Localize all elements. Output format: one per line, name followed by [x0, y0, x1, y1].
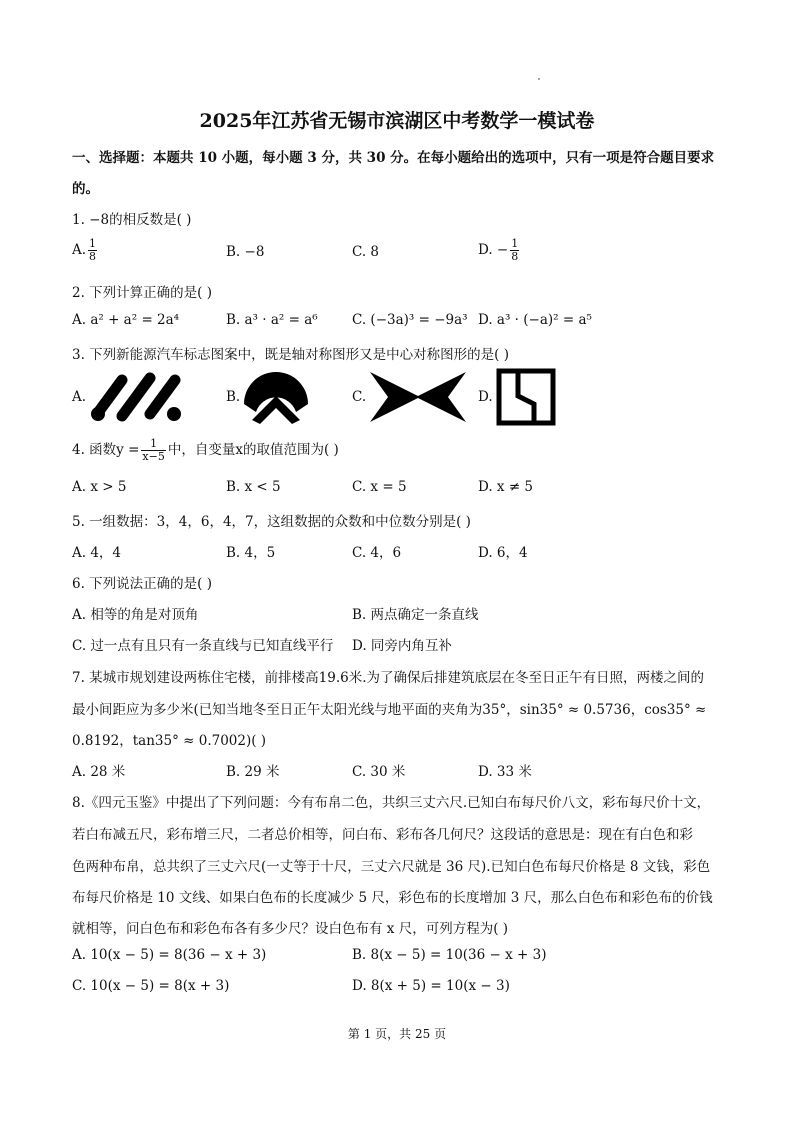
q7-option-c: C. 30 米: [352, 764, 406, 780]
q3-option-b-label: B.: [226, 389, 241, 405]
q6-stem: 6. 下列说法正确的是( ): [72, 576, 212, 592]
q5-option-b: B. 4，5: [226, 545, 276, 561]
q6-option-d: D. 同旁内角互补: [352, 638, 452, 654]
section-heading-line2: 的。: [72, 181, 99, 197]
q7-line3: 0.8192，tan35° ≈ 0.7002)( ): [72, 733, 267, 749]
q4-option-d: D. x ≠ 5: [478, 479, 534, 495]
q1-d-denominator: 8: [511, 250, 519, 263]
q7-option-a: A. 28 米: [72, 764, 126, 780]
q5-option-a: A. 4，4: [72, 545, 122, 561]
q8-option-a: A. 10(x − 5) = 8(36 − x + 3): [72, 947, 267, 963]
q4-option-b: B. x < 5: [226, 479, 281, 495]
q2-option-c: C. (−3a)³ = −9a³: [352, 312, 468, 328]
q5-option-d: D. 6，4: [478, 545, 528, 561]
q5-stem: 5. 一组数据：3，4，6，4，7，这组数据的众数和中位数分别是( ): [72, 514, 471, 530]
q7-line1: 7. 某城市规划建设两栋住宅楼，前排楼高19.6米.为了确保后排建筑底层在冬至日正午有日照，两楼之间的: [72, 670, 705, 686]
q1-a-numerator: 1: [89, 237, 97, 250]
q1-option-a: [72, 238, 99, 263]
page-title: 2025年江苏省无锡市滨湖区中考数学一模试卷: [199, 110, 595, 132]
q2-option-b: B. a³ · a² = a⁶: [226, 312, 318, 328]
q4-numerator: 1: [141, 438, 165, 451]
q1-option-d: [478, 238, 521, 263]
q1-option-c: C. 8: [352, 244, 380, 260]
q3-option-d-label: D.: [478, 389, 493, 405]
scan-dot: [538, 78, 540, 80]
q8-option-b: B. 8(x − 5) = 10(36 − x + 3): [352, 947, 547, 963]
q1-option-b: B. −8: [226, 244, 265, 260]
q3-stem: 3. 下列新能源汽车标志图案中，既是轴对称图形又是中心对称图形的是( ): [72, 347, 509, 363]
q8-option-d: D. 8(x + 5) = 10(x − 3): [352, 978, 510, 994]
q1-option-d-label: D. −: [478, 242, 509, 258]
q4-stem-pre: 4. 函数y =: [72, 442, 140, 458]
q8-line2: 若白布减五尺，彩布增三尺，二者总价相等，问白布、彩布各几何尺？这段话的意思是：现在有白色和彩: [72, 827, 693, 843]
q7-option-b: B. 29 米: [226, 764, 280, 780]
q1-option-d-fraction: [510, 238, 519, 263]
q8-line4: 布每尺价格是 10 文线、如果白色布的长度减少 5 尺，彩色布的长度增加 3 尺，那么白色布和彩色布的价钱: [72, 890, 713, 906]
q2-stem: 2. 下列计算正确的是( ): [72, 285, 212, 301]
q1-option-a-label: A.: [72, 242, 87, 258]
q4-denominator: x−5: [142, 450, 165, 463]
q4-option-c: C. x = 5: [352, 479, 407, 495]
q6-option-a: A. 相等的角是对顶角: [72, 607, 199, 623]
q4-stem: [72, 438, 339, 463]
page-footer: 第 1 页，共 25 页: [347, 1027, 447, 1041]
q1-option-a-fraction: [88, 238, 97, 263]
q2-option-d: D. a³ · (−a)² = a⁵: [478, 312, 592, 328]
q3-option-c-label: C.: [352, 389, 367, 405]
q4-stem-post: 中，自变量x的取值范围为( ): [167, 442, 339, 458]
q1-d-numerator: 1: [511, 237, 519, 250]
q8-line3: 色两种布帛，总共织了三丈六尺(一丈等于十尺，三丈六尺就是 36 尺).已知白色布每尺价格是 8 文钱，彩色: [72, 859, 711, 875]
q2-option-a: A. a² + a² = 2a⁴: [72, 312, 180, 328]
q5-option-c: C. 4，6: [352, 545, 402, 561]
q4-fraction: [141, 438, 165, 463]
q7-option-d: D. 33 米: [478, 764, 532, 780]
q6-option-b: B. 两点确定一条直线: [352, 607, 479, 623]
q8-line5: 就相等，问白色布和彩色布各有多少尺？设白色布有 x 尺，可列方程为( ): [72, 921, 509, 937]
logo-a-icon: [88, 370, 184, 424]
q8-line1: 8.《四元玉鉴》中提出了下列问题：今有布帛二色，共织三丈六尺.已知白布每尺价八文，彩布每尺价十文，: [72, 795, 711, 811]
q8-option-c: C. 10(x − 5) = 8(x + 3): [72, 978, 230, 994]
logo-c-icon: [368, 370, 468, 424]
q1-a-denominator: 8: [89, 250, 97, 263]
section-heading-line1: 一、选择题：本题共 10 小题，每小题 3 分，共 30 分。在每小题给出的选项中，只有一项是符合题目要求: [72, 150, 715, 166]
logo-b-icon: [240, 370, 312, 424]
q6-option-c: C. 过一点有且只有一条直线与已知直线平行: [72, 638, 334, 654]
q1-stem: 1. −8的相反数是( ): [72, 212, 192, 228]
q4-option-a: A. x > 5: [72, 479, 127, 495]
logo-d-icon: [496, 368, 556, 426]
q7-line2: 最小间距应为多少米(已知当地冬至日正午太阳光线与地平面的夹角为35°，sin35° ≈ 0.5736，cos35° ≈: [72, 702, 707, 718]
q3-option-a-label: A.: [72, 389, 87, 405]
